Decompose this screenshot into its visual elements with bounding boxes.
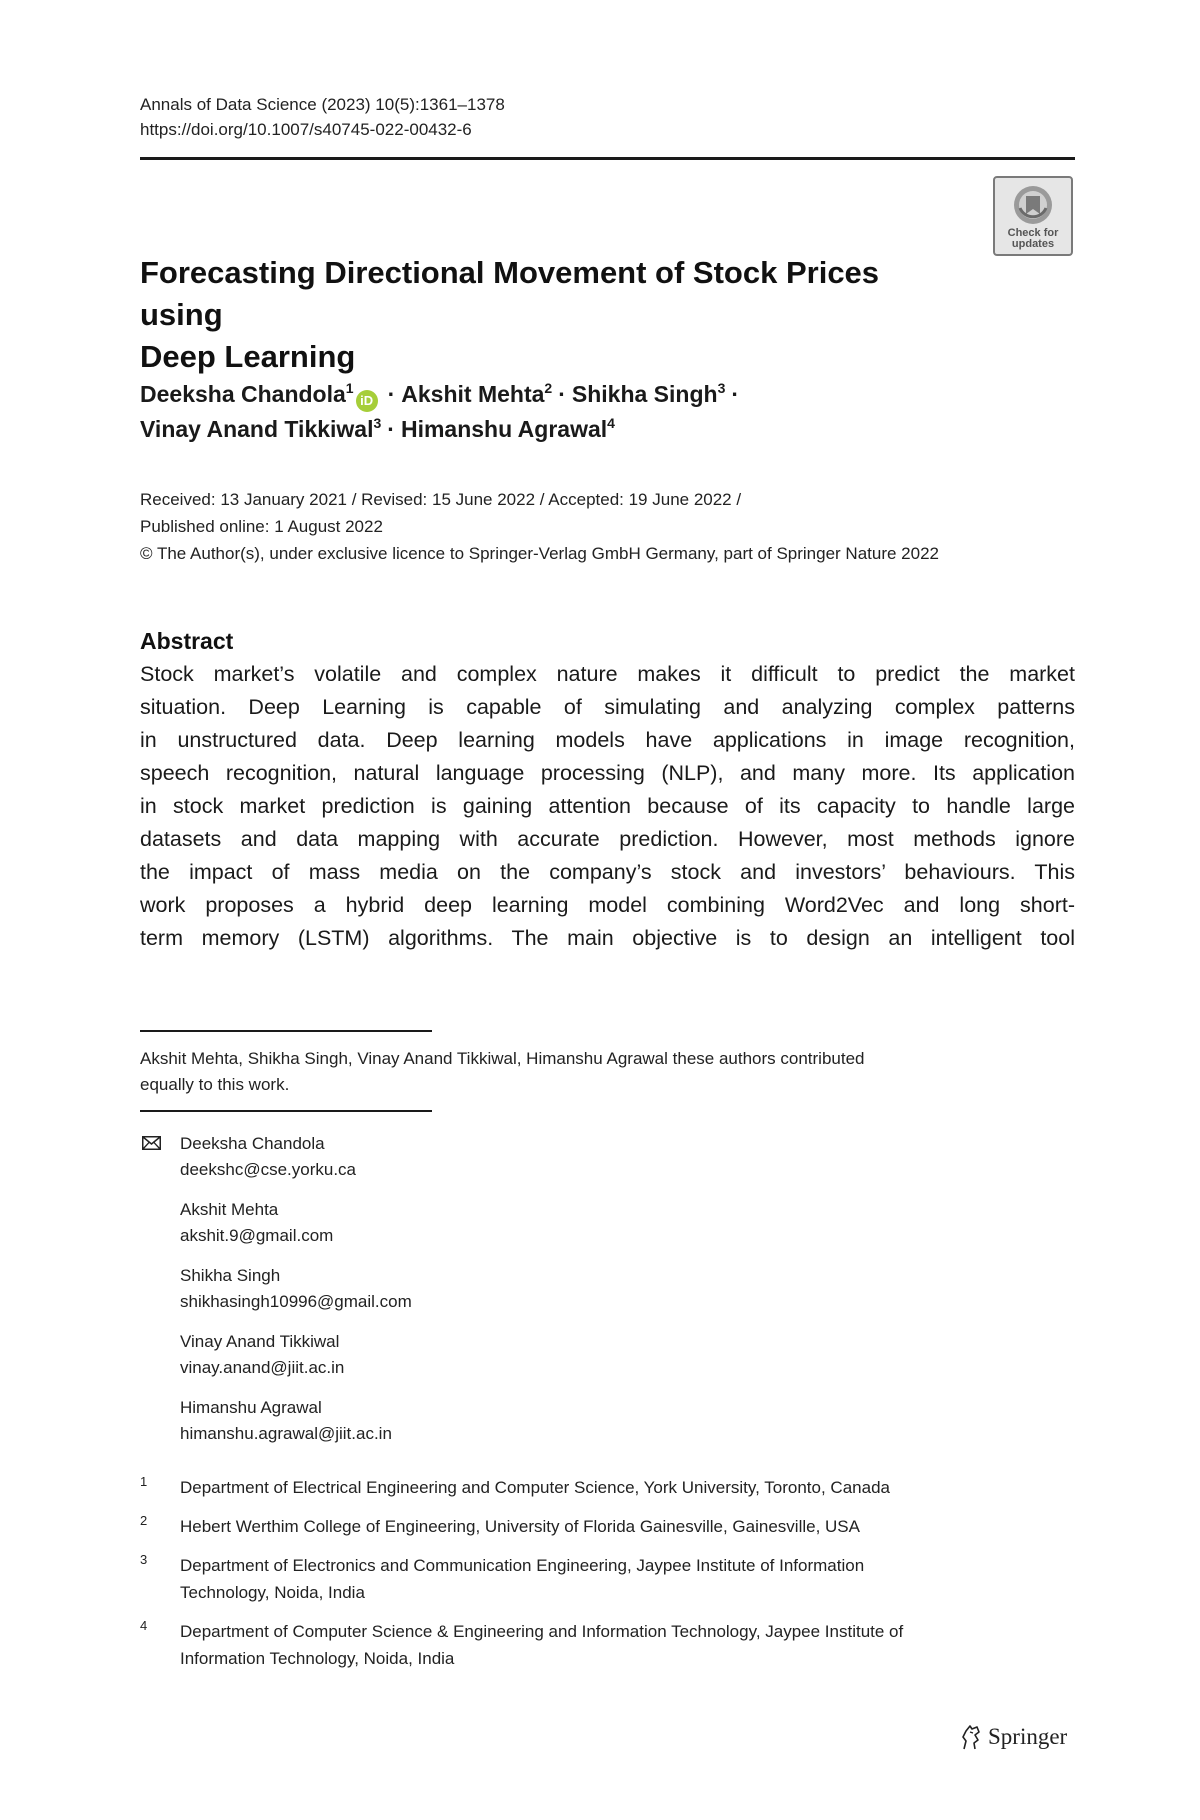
abstract-heading: Abstract [140,628,234,654]
contact-name: Vinay Anand Tikkiwal [180,1332,340,1351]
orcid-icon[interactable]: iD [356,390,378,412]
contact-entry [140,1131,1075,1183]
abstract-line: in unstructured data. Deep learning models have applications in image recognition, [140,728,1075,752]
author-name[interactable]: Akshit Mehta [401,381,545,407]
author-name[interactable]: Himanshu Agrawal [400,416,608,442]
check-for-updates-icon [1012,184,1054,226]
contact-email[interactable]: deekshc@cse.yorku.ca [180,1160,357,1179]
badge-text: Check for updates [1007,227,1059,250]
contact-email[interactable]: vinay.anand@jiit.ac.in [180,1358,345,1377]
abstract-line: term memory (LSTM) algorithms. The main objective is to design an intelligent tool [140,926,1075,950]
affiliations [140,1474,1075,1684]
equal-contribution-footnote: Akshit Mehta, Shikha Singh, Vinay Anand Tikkiwal, Himanshu Agrawal these authors contributed equally to this work. [140,1049,865,1094]
author-contacts [140,1131,1075,1461]
journal-header [140,92,1075,142]
paper-title: Forecasting Directional Movement of Stock Prices using Deep Learning [140,255,880,374]
doi-link[interactable]: https://doi.org/10.1007/s40745-022-00432-6 [140,120,472,139]
contact-entry [140,1329,1075,1381]
affiliation-entry: 1 Department of Electrical Engineering and Computer Science, York University, Toronto, Canada [140,1474,1080,1501]
affiliation-entry: 4 Department of Computer Science & Engineering and Information Technology, Jaypee Institute of Information Technology, Noida, India [140,1618,1080,1672]
affiliation-number: 1 [140,1474,148,1489]
abstract-line: datasets and data mapping with accurate prediction. However, most methods ignore [140,827,1075,851]
abstract-line: work proposes a hybrid deep learning model combining Word2Vec and long short- [140,893,1075,917]
check-for-updates-badge[interactable] [993,176,1073,256]
abstract-line: in stock market prediction is gaining attention because of its capacity to handle large [140,794,1075,818]
springer-logo [958,1722,1067,1752]
publication-dates: Received: 13 January 2021 / Revised: 15 June 2022 / Accepted: 19 June 2022 / Published online: 1 August 2022 © The Author(s), under exclusive licence to Springer-Verlag GmbH Germany, part of Springer Nature 2022 [140,486,1075,567]
abstract-line: the impact of mass media on the company’s stock and investors’ behaviours. This [140,860,1075,884]
abstract-line: speech recognition, natural language processing (NLP), and many more. Its application [140,761,1075,785]
publisher-name: Springer [988,1724,1068,1749]
contact-name: Shikha Singh [180,1266,281,1285]
abstract-line: Stock market’s volatile and complex nature makes it difficult to predict the market [140,662,1075,686]
contact-entry [140,1197,1075,1249]
contact-email[interactable]: akshit.9@gmail.com [180,1226,334,1245]
springer-horse-icon [958,1723,984,1751]
affiliation-number: 2 [140,1513,148,1528]
author-name[interactable]: Deeksha Chandola [140,381,346,407]
contact-entry [140,1263,1075,1315]
affiliation-entry: 2 Hebert Werthim College of Engineering, University of Florida Gainesville, Gainesville, USA [140,1513,1080,1540]
affiliation-number: 3 [140,1552,148,1567]
contact-name: Akshit Mehta [180,1200,279,1219]
header-rule [140,157,1075,160]
contact-email[interactable]: shikhasingh10996@gmail.com [180,1292,412,1311]
author-name[interactable]: Vinay Anand Tikkiwal [140,416,374,442]
author-line-2: Vinay Anand Tikkiwal$^3$ · Himanshu Agrawal$^4$ [140,415,615,442]
affiliation-number: 4 [140,1618,148,1633]
abstract-line: situation. Deep Learning is capable of simulating and analyzing complex patterns [140,695,1075,719]
author-list [140,377,1075,446]
envelope-icon [142,1136,161,1150]
contacts-rule [140,1110,432,1112]
contact-email[interactable]: himanshu.agrawal@jiit.ac.in [180,1424,392,1443]
affiliation-entry: 3 Department of Electronics and Communication Engineering, Jaypee Institute of Information Technology, Noida, India [140,1552,1080,1606]
contact-name: Himanshu Agrawal [180,1398,322,1417]
abstract-body [140,658,1075,955]
author-name[interactable]: Shikha Singh [571,381,718,407]
journal-citation: Annals of Data Science (2023) 10(5):1361–1378 [140,95,505,114]
contact-entry [140,1395,1075,1447]
author-line-1: Deeksha Chandola$^1$iD · Akshit Mehta$^2$ · Shikha Singh$^3$ · [140,377,1075,412]
copyright-line: © The Author(s), under exclusive licence to Springer-Verlag GmbH Germany, part of Springer Nature 2022 [140,544,939,563]
footnote-rule [140,1030,432,1032]
contact-name: Deeksha Chandola [180,1134,325,1153]
